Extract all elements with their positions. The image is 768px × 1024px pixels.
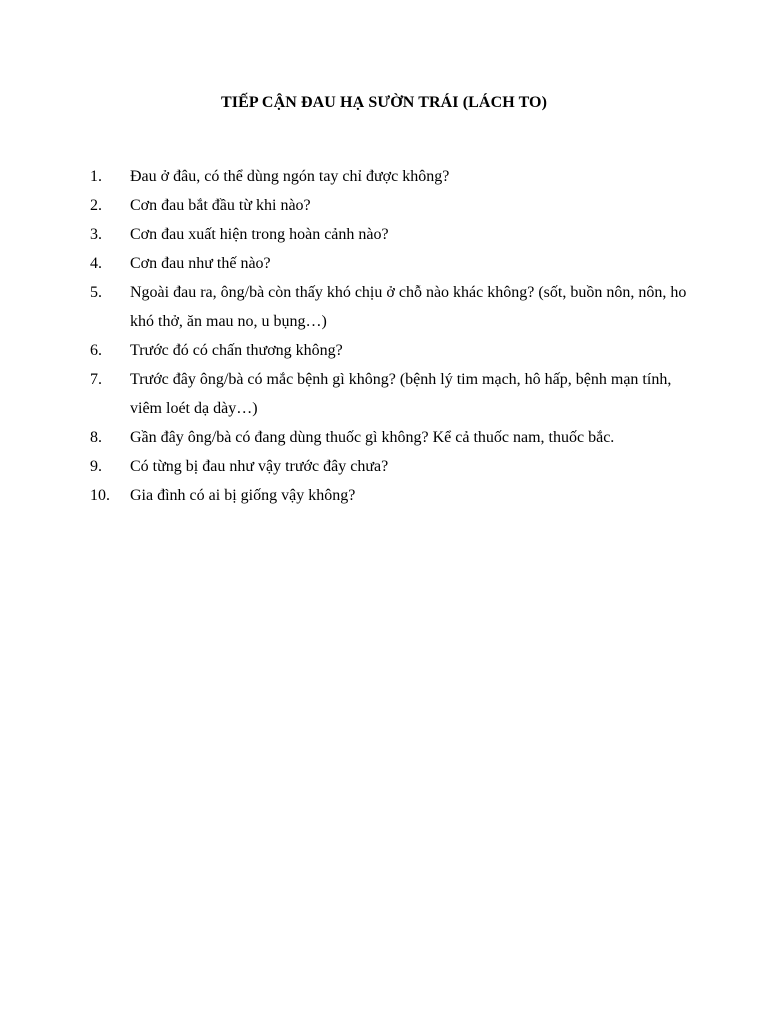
list-item (90, 162, 690, 191)
page-title: TIẾP CẬN ĐAU HẠ SƯỜN TRÁI (LÁCH TO) (220, 94, 548, 111)
item-text: Có từng bị đau như vậy trước đây chưa? (130, 458, 389, 475)
item-number: 9. (90, 458, 102, 475)
item-text: Gia đình có ai bị giống vậy không? (130, 487, 356, 504)
item-number: 3. (90, 226, 102, 243)
item-text: Cơn đau bắt đầu từ khi nào? (130, 197, 311, 214)
item-number: 7. (90, 371, 102, 388)
question-list (90, 162, 690, 510)
list-item (90, 481, 690, 510)
list-item (90, 365, 690, 423)
item-text: Trước đây ông/bà có mắc bệnh gì không? (bệnh lý tim mạch, hô hấp, bệnh mạn tính, viêm loét dạ dày…) (130, 371, 672, 417)
item-number: 6. (90, 342, 102, 359)
item-text: Cơn đau xuất hiện trong hoàn cảnh nào? (130, 226, 389, 243)
item-number: 4. (90, 255, 102, 272)
list-item (90, 220, 690, 249)
list-item (90, 278, 690, 336)
item-text: Ngoài đau ra, ông/bà còn thấy khó chịu ở chỗ nào khác không? (sốt, buồn nôn, nôn, ho khó thở, ăn mau no, u bụng…) (130, 284, 687, 330)
list-item (90, 191, 690, 220)
item-number: 8. (90, 429, 102, 446)
item-number: 2. (90, 197, 102, 214)
item-text: Gần đây ông/bà có đang dùng thuốc gì không? Kể cả thuốc nam, thuốc bắc. (130, 429, 615, 446)
item-text: Cơn đau như thế nào? (130, 255, 271, 272)
list-item (90, 336, 690, 365)
list-item (90, 423, 690, 452)
item-number: 10. (90, 487, 110, 504)
list-item (90, 452, 690, 481)
item-number: 1. (90, 168, 102, 185)
list-item (90, 249, 690, 278)
item-text: Đau ở đâu, có thể dùng ngón tay chỉ được không? (130, 168, 450, 185)
item-text: Trước đó có chấn thương không? (130, 342, 343, 359)
item-number: 5. (90, 284, 102, 301)
